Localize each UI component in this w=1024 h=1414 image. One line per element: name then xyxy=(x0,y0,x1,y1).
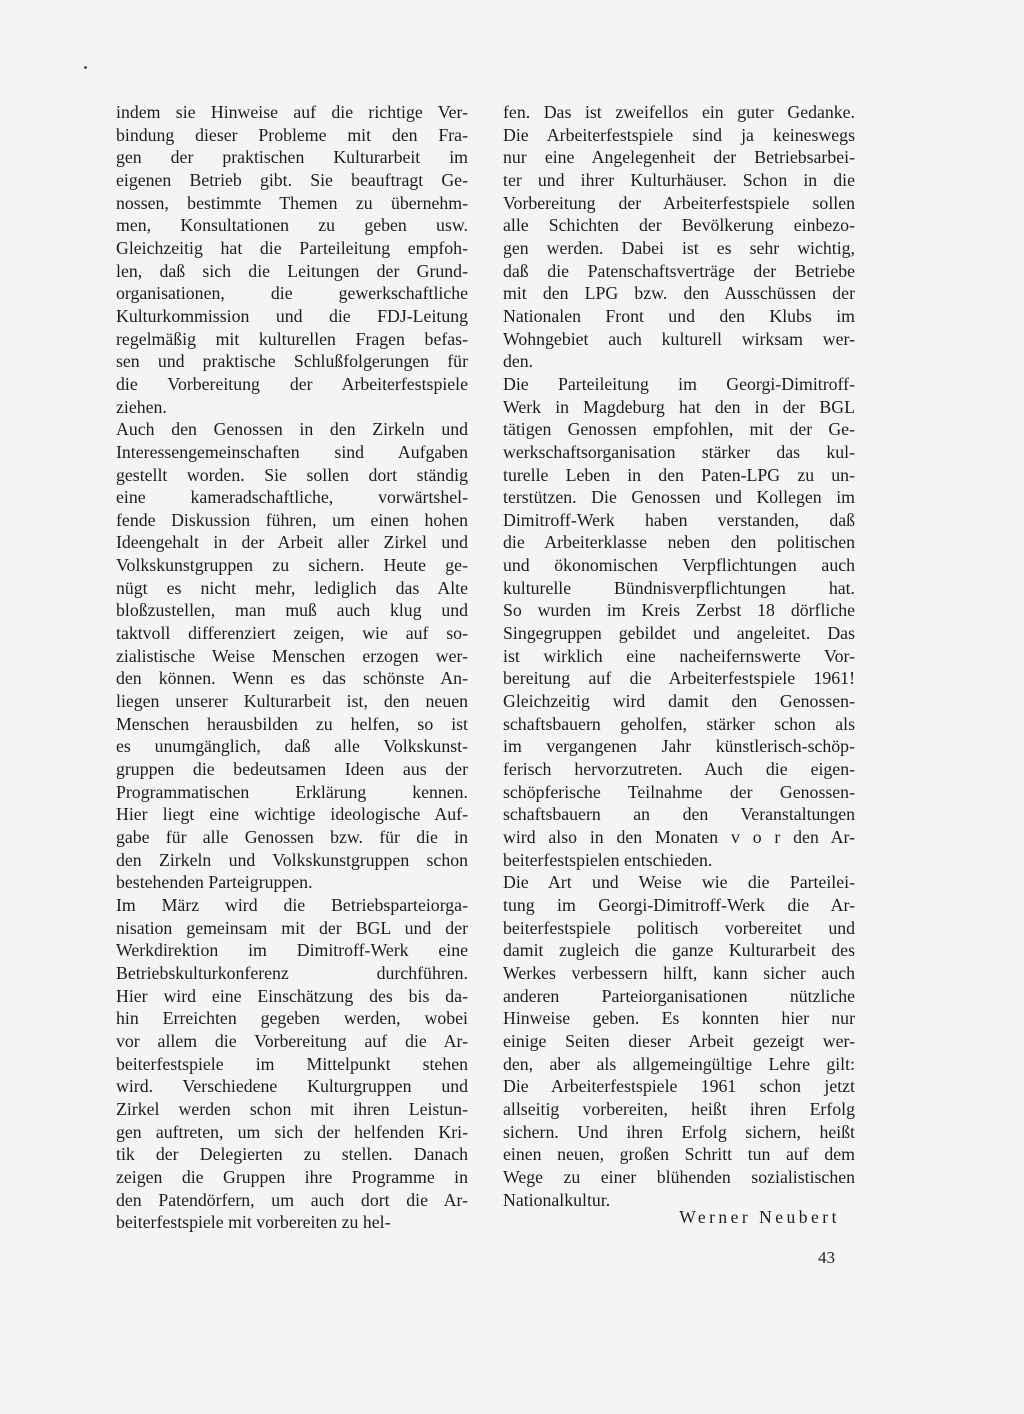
text-line: eigenen Betrieb gibt. Sie beauftragt Ge- xyxy=(116,169,468,190)
text-line: beiterfestspiele mit vorbereiten zu hel- xyxy=(116,1212,391,1233)
text-line: wird also in den Monaten v o r den Ar- xyxy=(503,827,855,847)
text-line: den Zirkeln und Volkskunstgruppen schon xyxy=(116,849,468,870)
text-line: liegen unserer Kulturarbeit ist, den neuen xyxy=(116,691,468,712)
left-text-column xyxy=(116,101,468,1234)
text-line: Die Art und Weise wie die Parteilei- xyxy=(503,872,855,893)
paragraph xyxy=(503,871,855,1211)
text-line: Die Arbeiterfestspiele 1961 schon jetzt xyxy=(503,1076,855,1097)
text-line: Singegruppen gebildet und angeleitet. Das xyxy=(503,623,855,644)
text-line: terstützen. Die Genossen und Kollegen im xyxy=(503,487,855,508)
text-line: gabe für alle Genossen bzw. für die in xyxy=(116,827,468,847)
text-line: men, Konsultationen zu geben usw. xyxy=(116,215,468,236)
text-line: daß die Patenschaftsverträge der Betriebe xyxy=(503,260,855,281)
text-line: gen werden. Dabei ist es sehr wichtig, xyxy=(503,237,855,258)
paragraph xyxy=(503,101,855,373)
text-line: Interessengemeinschaften sind Aufgaben xyxy=(116,441,468,462)
text-line: vor allem die Vorbereitung auf die Ar- xyxy=(116,1030,468,1051)
text-line: schaftsbauern an den Veranstaltungen xyxy=(503,804,855,825)
text-line: Kulturkommission und die FDJ-Leitung xyxy=(116,305,468,326)
text-line: anderen Parteiorganisationen nützliche xyxy=(503,985,855,1006)
text-line: tung im Georgi-Dimitroff-Werk die Ar- xyxy=(503,894,855,915)
text-line: organisationen, die gewerkschaftliche xyxy=(116,283,468,304)
text-line: Werkdirektion im Dimitroff-Werk eine xyxy=(116,940,468,961)
text-line: nur eine Angelegenheit der Betriebsarbei- xyxy=(503,147,855,168)
text-line: tik der Delegierten zu stellen. Danach xyxy=(116,1144,468,1165)
text-line: Programmatischen Erklärung kennen. xyxy=(116,781,468,802)
text-line: taktvoll differenziert zeigen, wie auf so- xyxy=(116,623,468,644)
text-line: fende Diskussion führen, um einen hohen xyxy=(116,509,468,530)
text-line: einige Seiten dieser Arbeit gezeigt wer- xyxy=(503,1030,855,1051)
text-line: Die Parteileitung im Georgi-Dimitroff- xyxy=(503,373,855,394)
text-line: Nationalkultur. xyxy=(503,1189,611,1210)
text-line: alle Schichten der Bevölkerung einbezo- xyxy=(503,215,855,236)
text-line: Ideengehalt in der Arbeit aller Zirkel und xyxy=(116,532,468,553)
text-line: zialistische Weise Menschen erzogen wer- xyxy=(116,645,468,666)
text-line: So wurden im Kreis Zerbst 18 dörfliche xyxy=(503,600,855,621)
text-line: es unumgänglich, daß alle Volkskunst- xyxy=(116,736,468,757)
text-line: beiterfestspiele im Mittelpunkt stehen xyxy=(116,1053,468,1074)
text-line: regelmäßig mit kulturellen Fragen befas- xyxy=(116,328,468,349)
text-line: indem sie Hinweise auf die richtige Ver- xyxy=(116,102,468,122)
text-line: gen auftreten, um sich der helfenden Kri- xyxy=(116,1121,468,1142)
text-line: den, aber als allgemeingültige Lehre gilt: xyxy=(503,1053,855,1074)
text-line: tätigen Genossen empfohlen, mit der Ge- xyxy=(503,419,855,440)
text-line: Hinweise geben. Es konnten hier nur xyxy=(503,1008,855,1029)
text-line: zeigen die Gruppen ihre Programme in xyxy=(116,1166,468,1187)
text-line: wird. Verschiedene Kulturgruppen und xyxy=(116,1076,468,1097)
text-line: Werk in Magdeburg hat den in der BGL xyxy=(503,396,855,417)
text-line: bereitung auf die Arbeiterfestspiele 1961! xyxy=(503,668,855,689)
text-line: Betriebskulturkonferenz durchführen. xyxy=(116,962,468,983)
text-line: beiterfestspiele politisch vorbereitet und xyxy=(503,917,855,938)
text-line: gruppen die bedeutsamen Ideen aus der xyxy=(116,759,468,780)
text-line: den Patendörfern, um auch dort die Ar- xyxy=(116,1189,468,1210)
text-line: ferisch hervorzutreten. Auch die eigen- xyxy=(503,759,855,780)
author-signature: Werner Neubert xyxy=(679,1207,840,1227)
text-line: den können. Wenn es das schönste An- xyxy=(116,668,468,689)
text-line: eine kameradschaftliche, vorwärtshel- xyxy=(116,487,468,508)
text-line: bloßzustellen, man muß auch klug und xyxy=(116,600,468,621)
text-line: nossen, bestimmte Themen zu übernehm- xyxy=(116,192,468,213)
text-line: Wohngebiet auch kulturell wirksam wer- xyxy=(503,328,855,349)
text-line: beiterfestspielen entschieden. xyxy=(503,849,713,870)
text-line: ziehen. xyxy=(116,396,167,417)
text-line: hin Erreichten gegeben werden, wobei xyxy=(116,1008,468,1029)
text-line: werkschaftsorganisation stärker das kul- xyxy=(503,441,855,462)
text-line: ter und ihrer Kulturhäuser. Schon in die xyxy=(503,169,855,190)
text-line: fen. Das ist zweifellos ein guter Gedanke. xyxy=(503,102,855,122)
text-line: Hier wird eine Einschätzung des bis da- xyxy=(116,985,468,1006)
paragraph xyxy=(116,418,468,894)
text-line: schaftsbauern geholfen, stärker schon als xyxy=(503,713,855,734)
text-line: die Vorbereitung der Arbeiterfestspiele xyxy=(116,373,468,394)
text-line: Gleichzeitig hat die Parteileitung empfoh- xyxy=(116,237,468,258)
text-line: einen neuen, großen Schritt tun auf dem xyxy=(503,1144,855,1165)
text-line: Gleichzeitig wird damit den Genossen- xyxy=(503,691,855,712)
text-line: Zirkel werden schon mit ihren Leistun- xyxy=(116,1098,468,1119)
text-line: Volkskunstgruppen zu sichern. Heute ge- xyxy=(116,555,468,576)
text-line: den. xyxy=(503,351,534,372)
text-line: Vorbereitung der Arbeiterfestspiele sollen xyxy=(503,192,855,213)
text-line: bindung dieser Probleme mit den Fra- xyxy=(116,124,468,145)
text-line: bestehenden Parteigruppen. xyxy=(116,872,313,893)
text-line: nisation gemeinsam mit der BGL und der xyxy=(116,917,468,938)
text-line: Die Arbeiterfestspiele sind ja keineswegs xyxy=(503,124,855,145)
text-line: len, daß sich die Leitungen der Grund- xyxy=(116,260,468,281)
text-line: die Arbeiterklasse neben den politischen xyxy=(503,532,855,553)
text-line: damit zugleich die ganze Kulturarbeit des xyxy=(503,940,855,961)
text-line: Menschen herausbilden zu helfen, so ist xyxy=(116,713,468,734)
text-line: Nationalen Front und den Klubs im xyxy=(503,305,855,326)
page-number: 43 xyxy=(818,1248,835,1267)
paragraph xyxy=(116,101,468,418)
text-line: gen der praktischen Kulturarbeit im xyxy=(116,147,468,168)
text-line: Auch den Genossen in den Zirkeln und xyxy=(116,419,468,440)
text-line: Wege zu einer blühenden sozialistischen xyxy=(503,1166,855,1187)
text-line: ist wirklich eine nacheifernswerte Vor- xyxy=(503,645,855,666)
text-line: sen und praktische Schlußfolgerungen für xyxy=(116,351,468,372)
paragraph xyxy=(116,894,468,1234)
paragraph xyxy=(503,373,855,871)
text-line: schöpferische Teilnahme der Genossen- xyxy=(503,781,855,802)
text-line: im vergangenen Jahr künstlerisch-schöp- xyxy=(503,736,855,757)
text-line: mit den LPG bzw. den Ausschüssen der xyxy=(503,283,855,304)
text-line: sichern. Und ihren Erfolg sichern, heißt xyxy=(503,1121,855,1142)
text-line: Werkes verbessern hilft, kann sicher auch xyxy=(503,962,855,983)
text-line: allseitig vorbereiten, heißt ihren Erfolg xyxy=(503,1098,855,1119)
text-line: Im März wird die Betriebsparteiorga- xyxy=(116,894,468,915)
paper-speck xyxy=(84,66,87,69)
text-line: gestellt worden. Sie sollen dort ständig xyxy=(116,464,468,485)
text-line: und ökonomischen Verpflichtungen auch xyxy=(503,555,855,576)
text-line: Hier liegt eine wichtige ideologische Auf- xyxy=(116,804,468,825)
right-text-column xyxy=(503,101,855,1211)
text-line: Dimitroff-Werk haben verstanden, daß xyxy=(503,509,855,530)
text-line: nügt es nicht mehr, lediglich das Alte xyxy=(116,577,468,598)
text-line: turelle Leben in den Paten-LPG zu un- xyxy=(503,464,855,485)
text-line: kulturelle Bündnisverpflichtungen hat. xyxy=(503,577,855,598)
